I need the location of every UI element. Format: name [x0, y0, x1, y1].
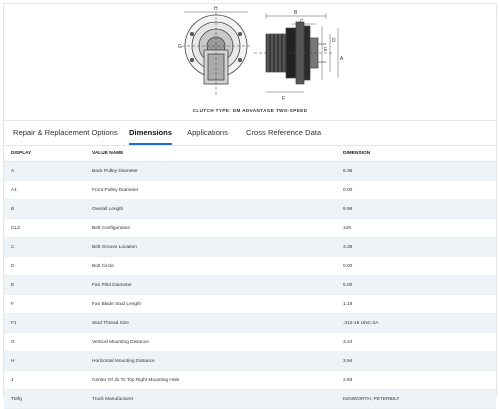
cell-dimension: .312-18 UNC-2A [343, 320, 379, 326]
diagram-label-g: G [178, 44, 182, 50]
cell-display: A1 [11, 187, 17, 193]
cell-display: TMfg [11, 396, 22, 402]
cell-dimension: 3.39 [343, 244, 353, 250]
cell-display: H [11, 358, 15, 364]
cell-display: F1 [11, 320, 17, 326]
cell-value-name: Horizontal Mounting Distance [92, 358, 155, 364]
header-dimension: DIMENSION [343, 151, 371, 156]
table-row [4, 162, 496, 181]
cell-value-name: Vertical Mounting Distance [92, 339, 149, 345]
table-row [4, 333, 496, 352]
cell-value-name: Stud Thread Size [92, 320, 129, 326]
clutch-diagram [4, 4, 496, 107]
header-display: DISPLAY [11, 151, 32, 156]
cell-value-name: Fan Blade Stud Length [92, 301, 142, 307]
cell-dimension: 5.00 [343, 282, 353, 288]
table-row [4, 295, 496, 314]
cell-display: C [11, 244, 15, 250]
cell-display: A [11, 168, 15, 174]
diagram-label-h: H [214, 6, 218, 12]
table-row [4, 276, 496, 295]
table-row [4, 219, 496, 238]
diagram-label-a: A [340, 56, 344, 62]
cell-dimension: 9.96 [343, 206, 353, 212]
cell-display: D [11, 263, 15, 269]
clutch-drawing [4, 4, 496, 107]
cell-value-name: Belt Groove Location [92, 244, 137, 250]
cell-dimension: 6.36 [343, 168, 353, 174]
cell-value-name: Overall Length [92, 206, 124, 212]
table-row [4, 257, 496, 276]
cell-display: F [11, 301, 14, 307]
cell-dimension: 3.94 [343, 358, 353, 364]
cell-value-name: Belt Configuration [92, 225, 131, 231]
dimensions-panel [3, 3, 497, 402]
tab-cross-reference-data[interactable]: Cross Reference Data [246, 128, 322, 137]
diagram-label-e: E [324, 47, 328, 53]
cell-display: E [11, 282, 15, 288]
table-row [4, 238, 496, 257]
table-row [4, 371, 496, 390]
cell-value-name: Back Pulley Diameter [92, 168, 138, 174]
table-row [4, 352, 496, 371]
cell-dimension: 0.00 [343, 187, 353, 193]
cell-display: B [11, 206, 15, 212]
diagram-label-d: D [332, 38, 336, 44]
cell-display: CL3 [11, 225, 20, 231]
table-body [4, 162, 496, 409]
cell-value-name: Front Pulley Diameter [92, 187, 139, 193]
cell-value-name: Fan Pilot Diameter [92, 282, 132, 288]
diagram-label-c: C [300, 19, 304, 25]
tab-bar [4, 120, 496, 146]
table-row [4, 181, 496, 200]
dimensions-table [4, 146, 496, 409]
cell-dimension: 2.83 [343, 377, 353, 383]
cell-dimension: 3.44 [343, 339, 353, 345]
cell-value-name: Center Of Jb To Top Right Mounting Hole [92, 377, 180, 383]
table-header [4, 146, 496, 162]
header-value-name: VALUE NAME [92, 151, 124, 156]
clutch-type-caption: CLUTCH TYPE: DM ADVANTAGE TWO-SPEED [192, 108, 308, 113]
cell-value-name: Bolt Circle [92, 263, 114, 269]
cell-dimension: 12K [343, 225, 352, 231]
cell-dimension: 0.00 [343, 263, 353, 269]
table-row [4, 200, 496, 219]
tab-applications[interactable]: Applications [187, 128, 228, 137]
tab-dimensions[interactable]: Dimensions [129, 128, 173, 137]
tab-repair-replacement-options[interactable]: Repair & Replacement Options [13, 128, 118, 137]
diagram-label-f: F [282, 96, 286, 102]
cell-display: J [11, 377, 14, 383]
cell-value-name: Truck Manufacturer [92, 396, 134, 402]
cell-dimension: 1.18 [343, 301, 353, 307]
cell-dimension: KENWORTH, PETERBILT [343, 396, 400, 402]
cell-display: G [11, 339, 15, 345]
table-row [4, 314, 496, 333]
diagram-label-b: B [294, 10, 298, 16]
